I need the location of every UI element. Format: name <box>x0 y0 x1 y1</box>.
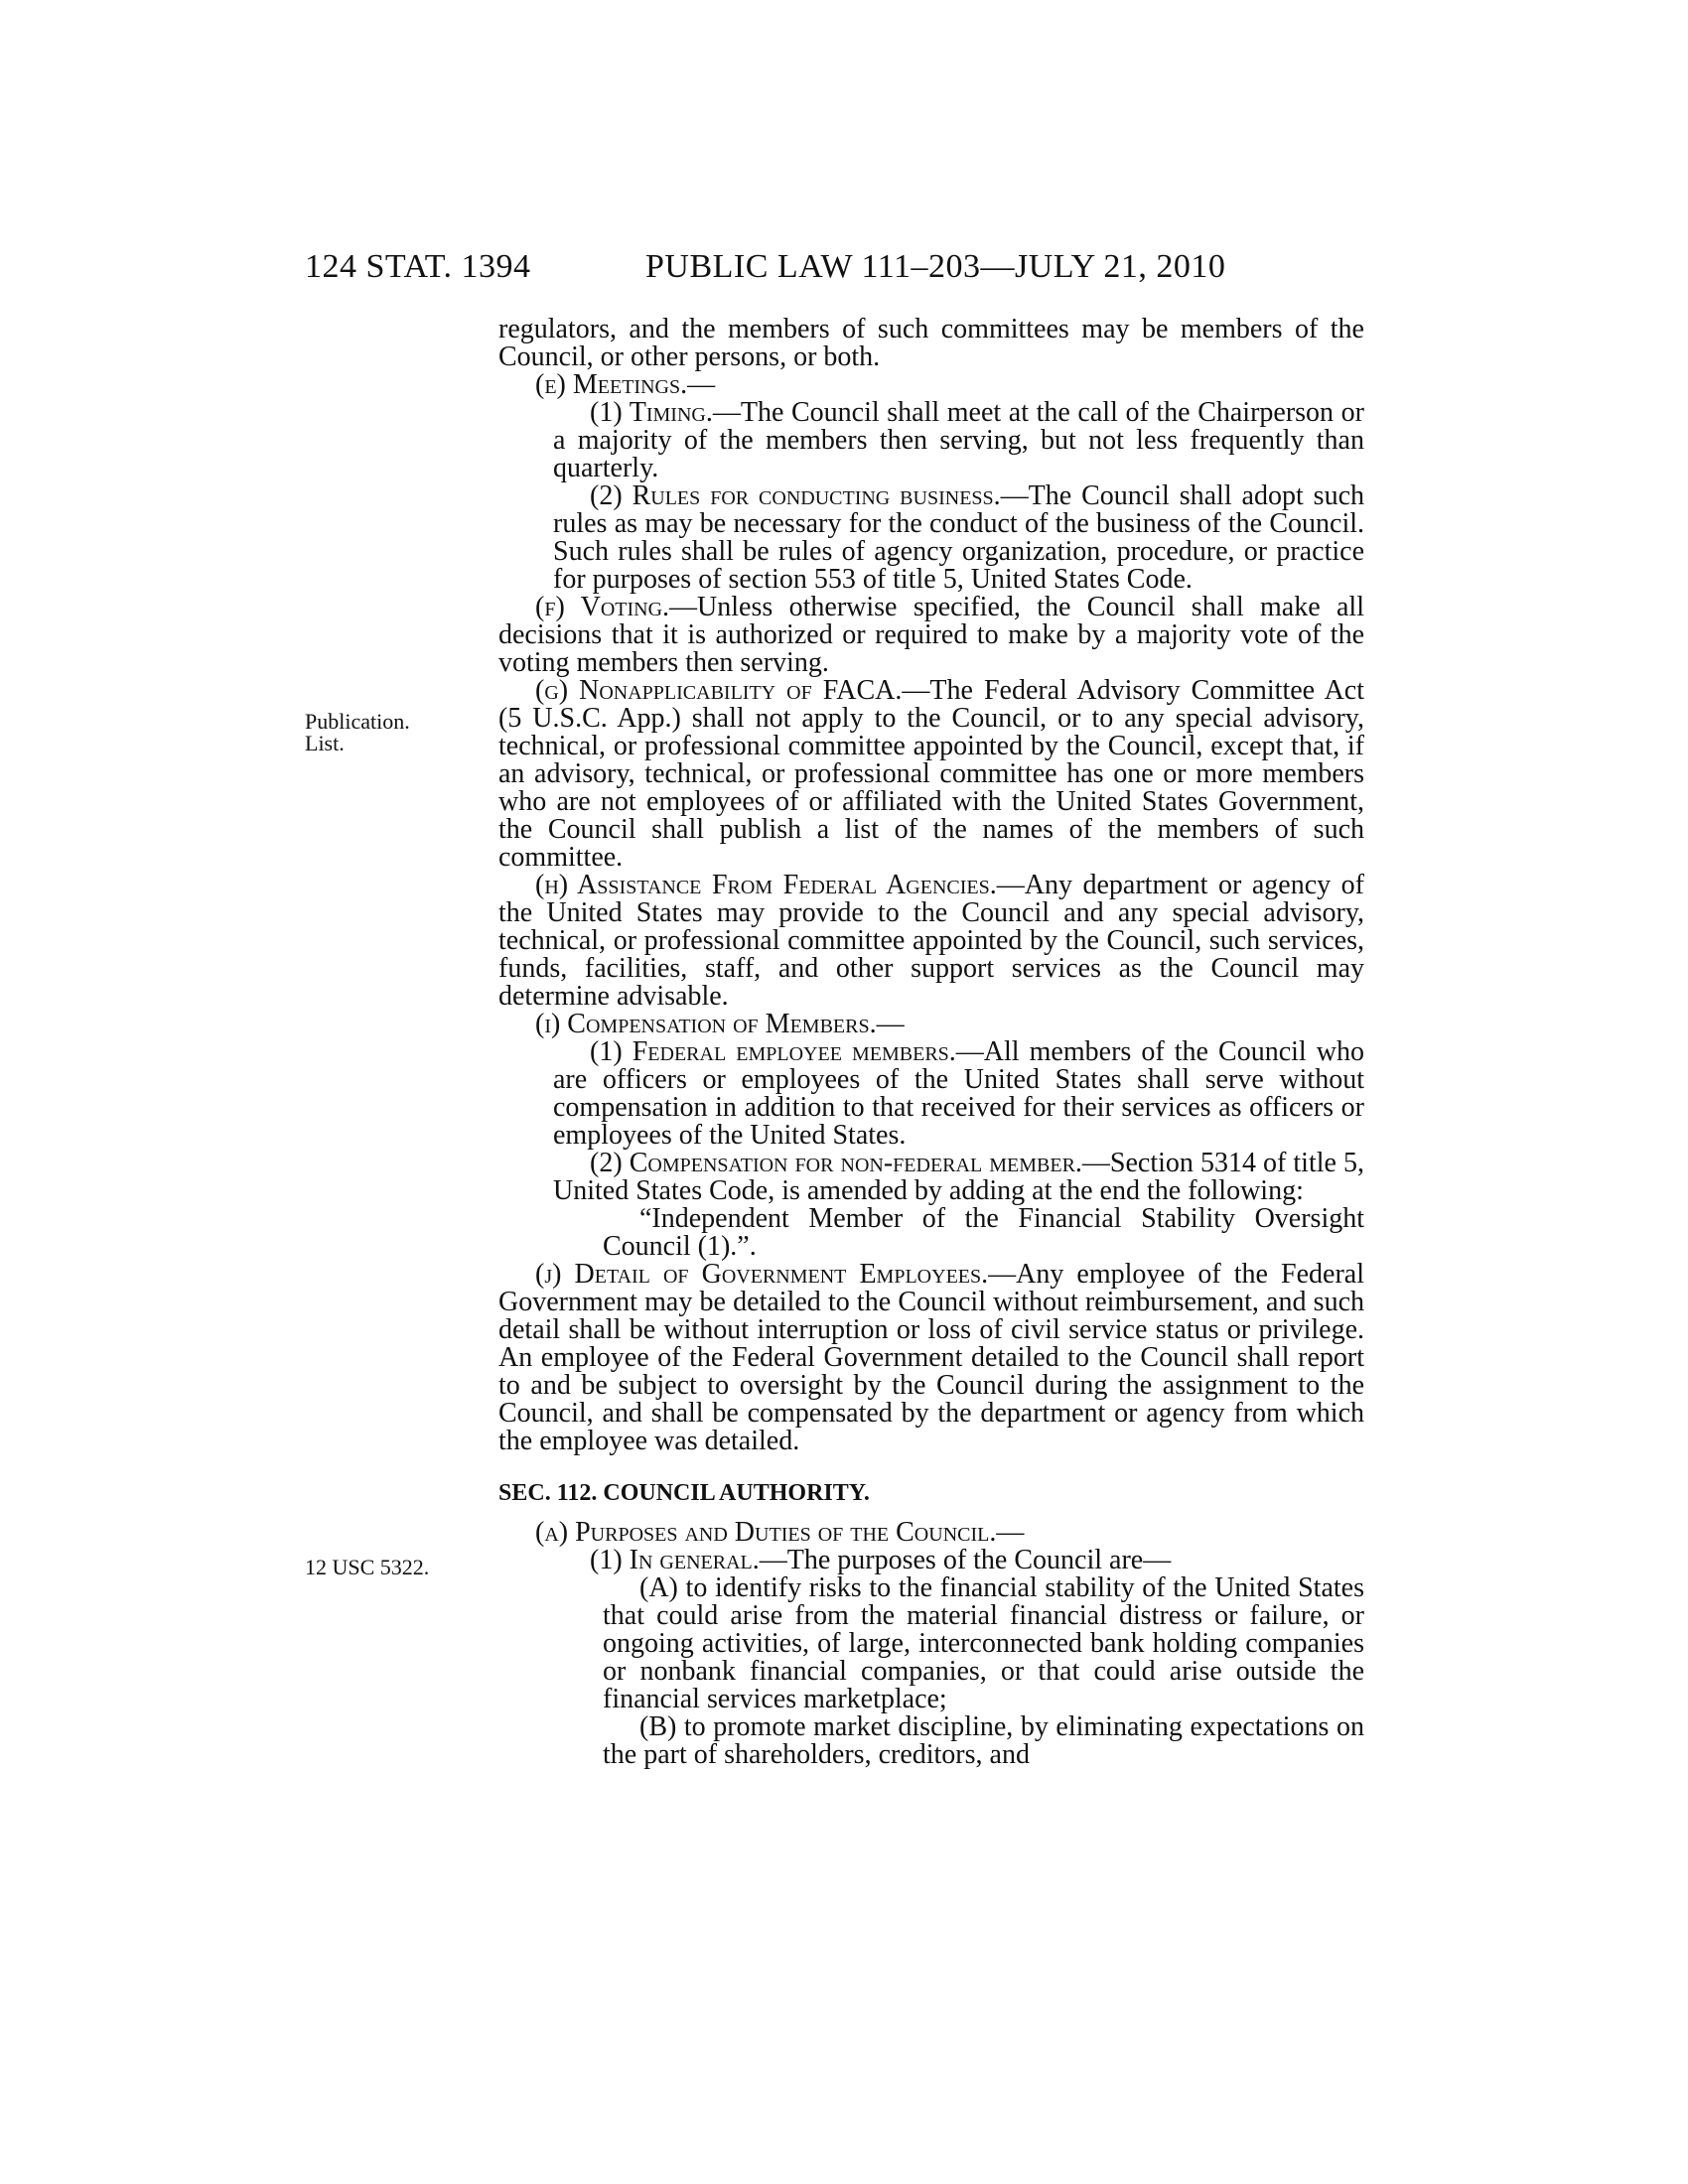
paragraph-i1: (1) Federal employee members.—All members of the Council who are officers or employees of the United States shall serve without compensation in addition to that received for their services as officers or employees of the United States. <box>553 1036 1365 1151</box>
paragraph-continuation: regulators, and the members of such committees may be members of the Council, or other persons, or both. <box>498 314 1364 372</box>
subsection-j: (j) Detail of Government Employees.—Any employee of the Federal Government may be detailed to the Council without reimbursement, and such detail shall be without interruption or loss of civil service status or privilege. An employee of the Federal Government detailed to the Council shall report to and be subject to oversight by the Council during the assignment to the Council, and shall be compensated by the department or agency from which the employee was detailed. <box>498 1259 1364 1456</box>
subsection-i-heading: (i) Compensation of Members.— <box>535 1009 905 1039</box>
margin-note-usc: 12 USC 5322. <box>305 1555 430 1579</box>
margin-note-list: List. <box>305 731 345 755</box>
statute-page-number: 124 STAT. 1394 <box>305 248 531 285</box>
paragraph-e2: (2) Rules for conducting business.—The Council shall adopt such rules as may be necessary for the conduct of the business of the Council. Such rules shall be rules of agency organization, procedure, or practice for purposes of section 553 of title 5, United States Code. <box>553 480 1364 595</box>
running-header-title: PUBLIC LAW 111–203—JULY 21, 2010 <box>645 248 1226 285</box>
subsection-h: (h) Assistance From Federal Agencies.—Any department or agency of the United States may provide to the Council and any special advisory, technical, or professional committee appointed by the Council, such services, funds, facilities, staff, and other support services as the Council may determine advisable. <box>498 870 1364 1012</box>
paragraph-a1: (1) In general.—The purposes of the Council are— <box>590 1545 1172 1575</box>
paragraph-e1: (1) Timing.—The Council shall meet at the call of the Chairperson or a majority of the members then serving, but not less frequently than quarterly. <box>553 397 1364 483</box>
subsection-g: (g) Nonapplicability of FACA.—The Federal Advisory Committee Act (5 U.S.C. App.) shall not apply to the Council, or to any special advisory, technical, or professional committee appointed by the Council, except that, if an advisory, technical, or professional committee has one or more members who are not employees of or affiliated with the United States Government, the Council shall publish a list of the names of the members of such committee. <box>498 675 1364 873</box>
subsection-f: (f) Voting.—Unless otherwise specified, the Council shall make all decisions that it is authorized or required to make by a majority vote of the voting members then serving. <box>498 592 1364 678</box>
subsection-a-heading: (a) Purposes and Duties of the Council.— <box>535 1517 1025 1548</box>
main-text-column <box>498 316 1364 1769</box>
paragraph-i2: (2) Compensation for non-federal member.—Section 5314 of title 5, United States Code, is amended by adding at the end the following: <box>553 1148 1365 1206</box>
section-heading: SEC. 112. COUNCIL AUTHORITY. <box>498 1480 870 1506</box>
subsection-e-title: (e) Meetings.— <box>535 369 716 400</box>
quoted-amendment: “Independent Member of the Financial Stability Oversight Council (1).”. <box>603 1203 1364 1262</box>
subparagraph-a1-B: (B) to promote market discipline, by eliminating expectations on the part of shareholders, creditors, and <box>603 1711 1364 1770</box>
subsection-e-heading <box>498 371 1364 399</box>
subparagraph-a1-A: (A) to identify risks to the financial stability of the United States that could arise from the material financial distress or failure, or ongoing activities, of large, interconnected bank holding companies or nonbank financial companies, or that could arise outside the financial services marketplace; <box>603 1572 1364 1714</box>
margin-note-publication: Publication. <box>305 709 410 734</box>
